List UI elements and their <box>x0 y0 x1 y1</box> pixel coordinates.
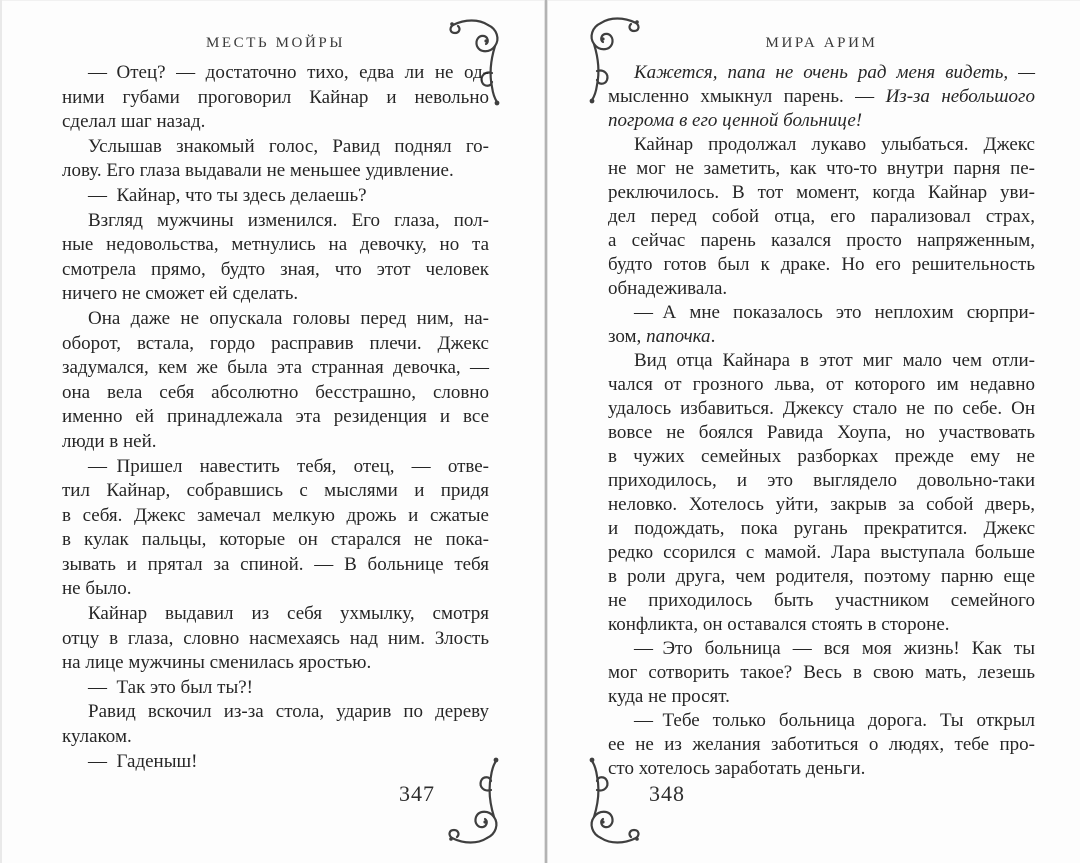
text-line: будто готов был к драке. Но его решительность <box>608 254 1035 275</box>
text-line: Кайнар продолжал лукаво улыбаться. Джекс <box>634 134 1035 155</box>
text-line: в себя. Джекс замечал мелкую дрожь и сжатые <box>62 504 489 526</box>
text-line: приходилось, и это выглядело довольно-таки <box>608 470 1035 491</box>
text-line: ные недовольства, метнулись на девочку, но та <box>62 234 489 256</box>
text-line: погрома в его ценной больнице! <box>608 110 863 131</box>
text-line: — Отец? — достаточно тихо, едва ли не од- <box>88 62 489 83</box>
page-text-left <box>62 61 489 774</box>
running-header-left: МЕСТЬ МОЙРЫ <box>205 35 346 51</box>
text-line: на лице мужчины сменилась яростью. <box>62 652 372 674</box>
text-line: именно ей принадлежала эта резиденция и все <box>62 406 489 428</box>
text-line: и подождать, пока ругань прекратится. Джекс <box>608 518 1035 539</box>
text-line: — Тебе только больница дорога. Ты открыл <box>634 710 1035 731</box>
text-line: — Пришел навестить тебя, отец, — отве- <box>88 455 489 477</box>
text-line: вовсе не боялся Равида Хоупа, но участвовать <box>608 422 1035 443</box>
text-line: в кулак пальцы, которые он старался не пока- <box>62 529 489 551</box>
text-line: смотрела прямо, будто зная, что этот человек <box>62 258 489 280</box>
text-line: — Гаденыш! <box>88 750 198 772</box>
text-line: в роли друга, чем родителя, поэтому парню еще <box>608 566 1035 587</box>
page-number-right: 348 <box>649 781 685 806</box>
text-line: мог сотворить такое? Весь в свою мать, лезешь <box>608 662 1035 683</box>
text-line: в чужих семейных разборках прежде ему не <box>608 446 1035 467</box>
text-line: Услышав знакомый голос, Равид поднял го- <box>88 135 489 157</box>
text-line: реключилось. В тот момент, когда Кайнар уви- <box>608 182 1035 203</box>
text-line: не приходилось быть участником семейного <box>608 590 1035 611</box>
text-line: — Так это был ты?! <box>88 676 253 698</box>
corner-ornament-icon <box>586 757 640 847</box>
text-line: чался от грозного льва, от которого им недавно <box>608 374 1035 395</box>
text-line: Равид вскочил из-за стола, ударив по дереву <box>88 701 489 723</box>
text-line: отцу в глаза, словно насмехаясь над ним. Злость <box>62 627 489 649</box>
text-line: Кайнар выдавил из себя ухмылку, смотря <box>88 603 489 625</box>
text-line: Вид отца Кайнара в этот миг мало чем отли- <box>634 350 1035 371</box>
text-line: мысленно хмыкнул парень. — Из-за небольшого <box>608 86 1035 107</box>
page-text-right <box>608 61 1035 781</box>
text-line: задумался, кем же была эта странная девочка, — <box>62 357 489 379</box>
text-line: тил Кайнар, собравшись с мыслями и придя <box>62 480 489 502</box>
text-line: а сейчас парень казался просто напряженным, <box>608 230 1035 251</box>
text-line: — Это больница — вся моя жизнь! Как ты <box>634 638 1035 659</box>
text-line: Кажется, папа не очень рад меня видеть, — <box>634 62 1035 83</box>
text-line: Она даже не опускала головы перед ним, на- <box>88 307 489 329</box>
text-line: куда не просят. <box>608 686 730 707</box>
page-gutter-divider <box>545 0 547 863</box>
text-line: ничего не сможет ей сделать. <box>62 283 299 305</box>
running-header-right: МИРА АРИМ <box>765 35 878 51</box>
text-line: удалось избавиться. Джексу стало не по себе. Он <box>608 398 1035 419</box>
corner-ornament-icon <box>448 757 502 847</box>
text-line: кулаком. <box>62 726 132 748</box>
text-line: зом, папочка. <box>608 326 716 347</box>
text-line: не было. <box>62 578 132 600</box>
text-line: не мог не заметить, как что-то внутри парня пе- <box>608 158 1035 179</box>
text-line: редко ссорился с мамой. Лара выступала больше <box>608 542 1035 563</box>
text-line: она вела себя абсолютно бесстрашно, словно <box>62 381 489 403</box>
text-line: конфликта, он оставался стоять в стороне. <box>608 614 950 635</box>
text-line: — Кайнар, что ты здесь делаешь? <box>88 184 367 206</box>
text-line: сто хотелось заработать деньги. <box>608 758 866 779</box>
text-line: дел перед собой отца, его парализовал страх, <box>608 206 1035 227</box>
text-line: ними губами проговорил Кайнар и невольно <box>62 86 489 108</box>
text-line: люди в ней. <box>62 430 157 452</box>
text-line: лову. Его глаза выдавали не меньшее удивление. <box>62 160 454 182</box>
text-line: неловко. Хотелось уйти, закрыв за собой дверь, <box>608 494 1035 515</box>
text-line: оборот, встала, гордо расправив плечи. Джекс <box>62 332 489 354</box>
page-number-left: 347 <box>399 781 435 806</box>
text-line: сделал шаг назад. <box>62 111 206 133</box>
text-line: обнадеживала. <box>608 278 728 299</box>
text-line: ее не из желания заботиться о людях, тебе про- <box>608 734 1035 755</box>
text-line: зывать и прятал за спиной. — В больнице тебя <box>62 553 489 575</box>
text-line: Взгляд мужчины изменился. Его глаза, пол- <box>88 209 489 231</box>
text-line: — А мне показалось это неплохим сюрпри- <box>634 302 1035 323</box>
